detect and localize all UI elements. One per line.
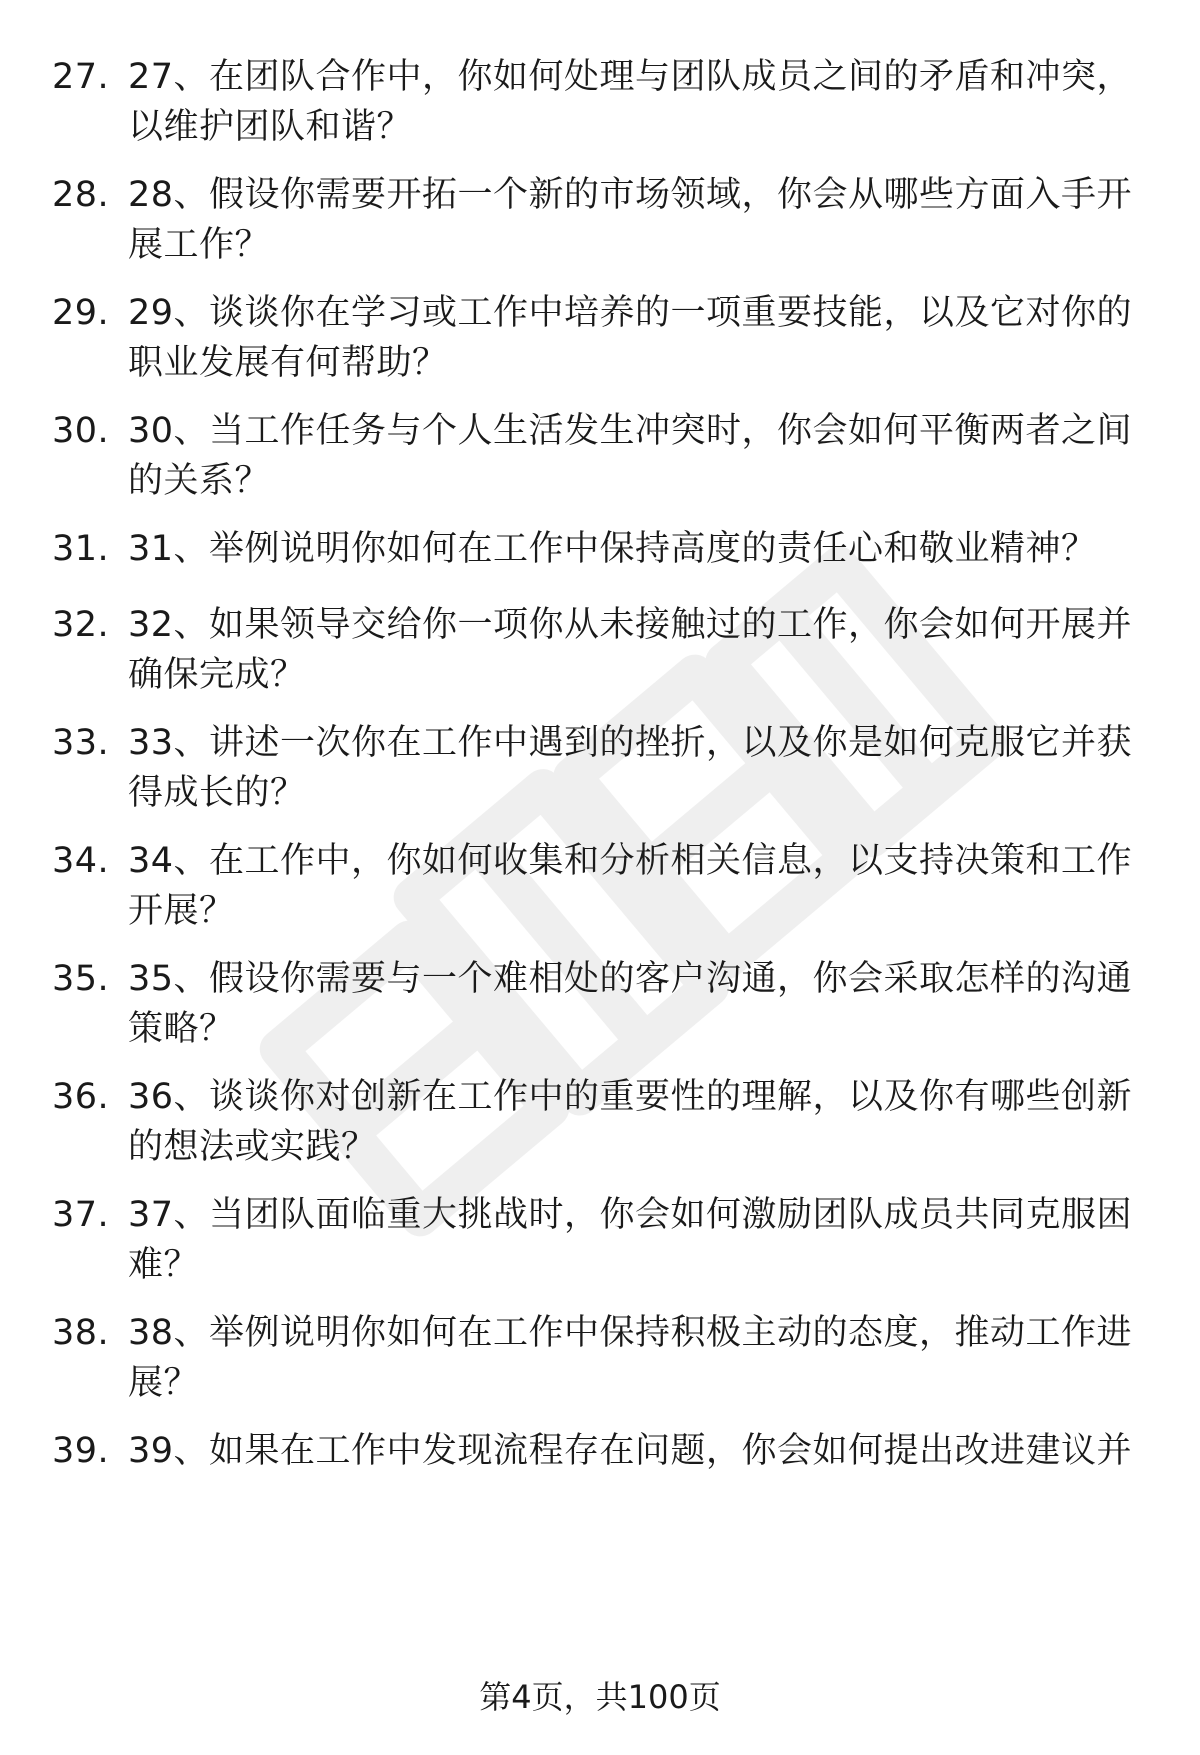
- question-line: 38、举例说明你如何在工作中保持积极主动的态度，推动工作进: [128, 1313, 1133, 1353]
- question-text: [128, 406, 1148, 506]
- question-text: [128, 1426, 1148, 1476]
- question-line: 36、谈谈你对创新在工作中的重要性的理解，以及你有哪些创新: [128, 1077, 1133, 1117]
- question-number: 29.: [52, 293, 110, 333]
- question-line: 策略？: [128, 1009, 235, 1049]
- question-number: 39.: [52, 1431, 110, 1471]
- question-line: 39、如果在工作中发现流程存在问题，你会如何提出改进建议并: [128, 1431, 1133, 1471]
- question-text: [128, 288, 1148, 388]
- question-line: 得成长的？: [128, 773, 306, 813]
- question-text: [128, 52, 1148, 152]
- question-number: 34.: [52, 841, 110, 881]
- question-number: 31.: [52, 529, 110, 569]
- question-line: 30、当工作任务与个人生活发生冲突时，你会如何平衡两者之间: [128, 411, 1133, 451]
- question-line: 职业发展有何帮助？: [128, 343, 448, 383]
- question-number: 35.: [52, 959, 110, 999]
- question-text: [128, 170, 1148, 270]
- question-text: [128, 600, 1148, 700]
- question-number: 27.: [52, 57, 110, 97]
- question-line: 开展？: [128, 891, 235, 931]
- question-line: 的想法或实践？: [128, 1127, 377, 1167]
- question-line: 37、当团队面临重大挑战时，你会如何激励团队成员共同克服困: [128, 1195, 1133, 1235]
- question-line: 32、如果领导交给你一项你从未接触过的工作，你会如何开展并: [128, 605, 1133, 645]
- question-line: 以维护团队和谐？: [128, 107, 413, 147]
- question-text: [128, 1072, 1148, 1172]
- question-text: [128, 1308, 1148, 1408]
- question-number: 37.: [52, 1195, 110, 1235]
- question-line: 27、在团队合作中，你如何处理与团队成员之间的矛盾和冲突，: [128, 57, 1133, 97]
- question-text: [128, 524, 1148, 574]
- question-number: 30.: [52, 411, 110, 451]
- question-line: 展？: [128, 1363, 200, 1403]
- page-number-footer: 第4页，共100页: [479, 1678, 721, 1716]
- question-line: 展工作？: [128, 225, 271, 265]
- question-line: 的关系？: [128, 461, 271, 501]
- question-number: 36.: [52, 1077, 110, 1117]
- question-line: 31、举例说明你如何在工作中保持高度的责任心和敬业精神？: [128, 529, 1097, 569]
- question-number: 33.: [52, 723, 110, 763]
- question-line: 28、假设你需要开拓一个新的市场领域，你会从哪些方面入手开: [128, 175, 1133, 215]
- question-number: 28.: [52, 175, 110, 215]
- question-text: [128, 954, 1148, 1054]
- question-line: 34、在工作中，你如何收集和分析相关信息，以支持决策和工作: [128, 841, 1133, 881]
- question-text: [128, 1190, 1148, 1290]
- question-line: 确保完成？: [128, 655, 306, 695]
- question-line: 35、假设你需要与一个难相处的客户沟通，你会采取怎样的沟通: [128, 959, 1133, 999]
- question-line: 33、讲述一次你在工作中遇到的挫折，以及你是如何克服它并获: [128, 723, 1133, 763]
- question-line: 难？: [128, 1245, 200, 1285]
- question-number: 38.: [52, 1313, 110, 1353]
- question-text: [128, 718, 1148, 818]
- question-line: 29、谈谈你在学习或工作中培养的一项重要技能，以及它对你的: [128, 293, 1133, 333]
- question-text: [128, 836, 1148, 936]
- question-number: 32.: [52, 605, 110, 645]
